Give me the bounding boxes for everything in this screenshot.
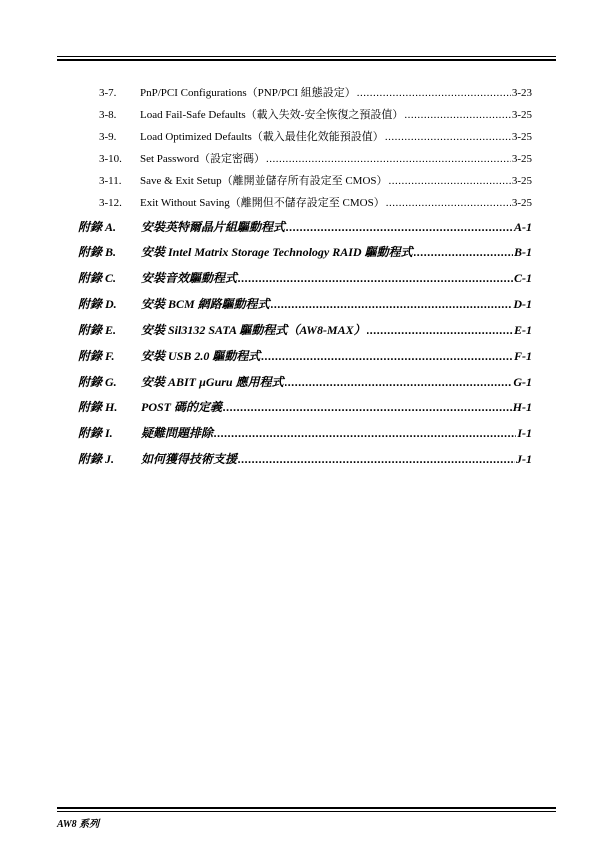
appendix-page: F-1 <box>514 349 532 363</box>
toc-entry-title: Save & Exit Setup（離開並儲存所有設定至 CMOS） <box>140 175 388 187</box>
header-rule-thick <box>57 59 556 61</box>
toc-entry-number: 3-12. <box>99 197 122 209</box>
dot-leader <box>238 271 513 286</box>
toc-entry-page: 3-25 <box>511 109 532 121</box>
appendix-title: 安裝音效驅動程式 <box>141 271 238 285</box>
appendix-page: I-1 <box>517 426 532 440</box>
toc-entry-3-10[interactable] <box>0 150 613 166</box>
toc-entry-3-8[interactable] <box>0 106 613 122</box>
dot-leader <box>367 323 513 338</box>
appendix-page: J-1 <box>516 452 532 466</box>
toc-entry-page: 3-25 <box>511 153 532 165</box>
toc-entry-title: Load Optimized Defaults（載入最佳化效能預設值） <box>140 131 384 143</box>
dot-leader <box>261 349 513 364</box>
footer-series-label: AW8 系列 <box>57 819 100 830</box>
appendix-title: 安裝 BCM 網路驅動程式 <box>141 297 270 311</box>
dot-leader <box>386 197 511 209</box>
header-rule-thin <box>57 56 556 57</box>
appendix-label: 附錄 C. <box>78 271 117 285</box>
toc-appendix-b[interactable] <box>0 243 613 260</box>
appendix-label: 附錄 I. <box>78 426 113 440</box>
appendix-page: D-1 <box>513 297 532 311</box>
appendix-title: 安裝 ABIT µGuru 應用程式 <box>141 375 284 389</box>
toc-appendix-c[interactable] <box>0 269 613 286</box>
toc-entry-3-7[interactable] <box>0 84 613 100</box>
dot-leader <box>238 452 515 467</box>
dot-leader <box>285 375 513 390</box>
toc-entry-title: Load Fail-Safe Defaults（載入失效-安全恢復之預設值） <box>140 109 404 121</box>
toc-entry-3-12[interactable] <box>0 194 613 210</box>
appendix-page: C-1 <box>514 271 532 285</box>
dot-leader <box>266 153 511 165</box>
toc-appendix-f[interactable] <box>0 347 613 364</box>
toc-entry-page: 3-25 <box>511 175 532 187</box>
toc-appendix-h[interactable] <box>0 398 613 415</box>
appendix-page: H-1 <box>512 400 532 414</box>
toc-entry-number: 3-10. <box>99 153 122 165</box>
toc-entry-number: 3-9. <box>99 131 117 143</box>
dot-leader <box>286 220 513 235</box>
appendix-label: 附錄 E. <box>78 323 117 337</box>
dot-leader <box>223 400 512 415</box>
appendix-label: 附錄 J. <box>78 452 115 466</box>
appendix-page: A-1 <box>514 220 532 234</box>
toc-entry-3-9[interactable] <box>0 128 613 144</box>
appendix-label: 附錄 H. <box>78 400 118 414</box>
dot-leader <box>404 109 510 121</box>
dot-leader <box>385 131 511 143</box>
appendix-label: 附錄 D. <box>78 297 117 311</box>
toc-entry-number: 3-8. <box>99 109 117 121</box>
appendix-title: POST 碼的定義 <box>141 400 223 414</box>
dot-leader <box>214 426 516 441</box>
footer-rule-thin <box>57 811 556 812</box>
appendix-title: 安裝英特爾晶片組驅動程式 <box>141 220 286 234</box>
appendix-title: 安裝 Intel Matrix Storage Technology RAID 驅動程式 <box>141 245 413 259</box>
appendix-label: 附錄 F. <box>78 349 115 363</box>
toc-appendix-a[interactable] <box>0 218 613 235</box>
toc-appendix-d[interactable] <box>0 295 613 312</box>
toc-entry-page: 3-25 <box>511 131 532 143</box>
toc-entry-number: 3-11. <box>99 175 122 187</box>
dot-leader <box>271 297 513 312</box>
toc-appendix-i[interactable] <box>0 424 613 441</box>
dot-leader <box>414 245 513 260</box>
footer-rule-thick <box>57 807 556 809</box>
appendix-page: E-1 <box>514 323 532 337</box>
appendix-title: 如何獲得技術支援 <box>141 452 238 466</box>
toc-entry-number: 3-7. <box>99 87 117 99</box>
toc-appendix-g[interactable] <box>0 373 613 390</box>
appendix-title: 安裝 Sil3132 SATA 驅動程式（AW8-MAX） <box>141 323 366 337</box>
toc-entry-title: Set Password（設定密碼） <box>140 153 265 165</box>
toc-entry-page: 3-23 <box>511 87 532 99</box>
appendix-page: B-1 <box>514 245 532 259</box>
toc-appendix-e[interactable] <box>0 321 613 338</box>
appendix-page: G-1 <box>513 375 532 389</box>
toc-entry-title: PnP/PCI Configurations（PNP/PCI 組態設定） <box>140 87 356 99</box>
toc-entry-title: Exit Without Saving（離開但不儲存設定至 CMOS） <box>140 197 385 209</box>
toc-entry-3-11[interactable] <box>0 172 613 188</box>
appendix-label: 附錄 A. <box>78 220 117 234</box>
appendix-label: 附錄 G. <box>78 375 117 389</box>
dot-leader <box>357 87 511 99</box>
appendix-title: 安裝 USB 2.0 驅動程式 <box>141 349 261 363</box>
dot-leader <box>389 175 511 187</box>
toc-appendix-j[interactable] <box>0 450 613 467</box>
toc-entry-page: 3-25 <box>511 197 532 209</box>
appendix-label: 附錄 B. <box>78 245 117 259</box>
appendix-title: 疑難問題排除 <box>141 426 214 440</box>
